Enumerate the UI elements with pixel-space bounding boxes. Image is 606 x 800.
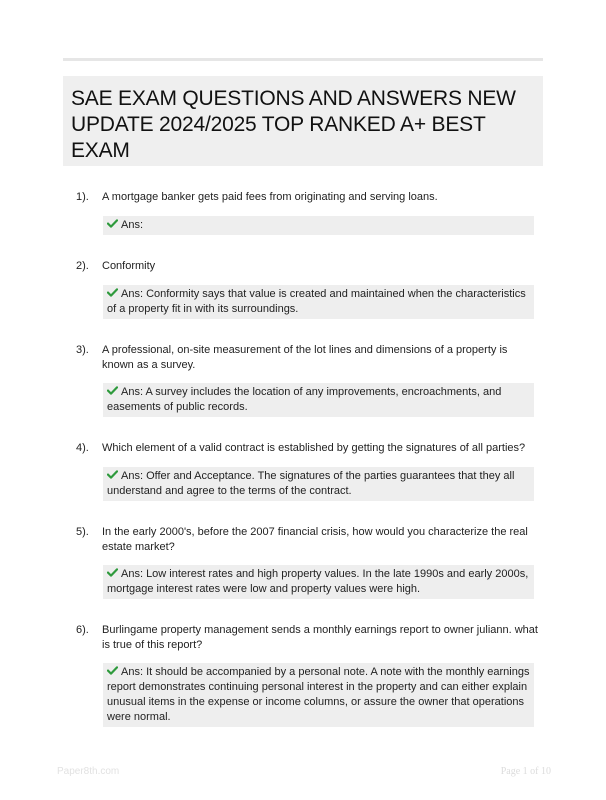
question-number: 4). — [76, 442, 89, 454]
question-text: A professional, on-site measurement of the lot lines and dimensions of a property is known as a survey. — [102, 344, 508, 371]
page-title: SAE EXAM QUESTIONS AND ANSWERS NEW UPDATE 2024/2025 TOP RANKED A+ BEST EXAM — [71, 87, 516, 162]
check-icon — [107, 666, 118, 675]
question-number: 2). — [76, 260, 89, 272]
question-text: A mortgage banker gets paid fees from originating and serving loans. — [102, 191, 438, 203]
question-number: 5). — [76, 526, 89, 538]
question-number: 3). — [76, 344, 89, 356]
check-icon — [107, 219, 118, 228]
answer-text: Ans: Low interest rates and high property values. In the late 1990s and early 2000s, mortgage interest rates were low and property values were high. — [107, 568, 529, 595]
check-icon — [107, 470, 118, 479]
answer-text: Ans: It should be accompanied by a personal note. A note with the monthly earnings report demonstrates continuing personal interest in the property and can either explain unusual items in the expense or income columns, or assure the owner that operations were normal. — [107, 666, 530, 723]
question-number: 1). — [76, 191, 89, 203]
page-number: Page 1 of 10 — [500, 766, 551, 777]
answer-text: Ans: A survey includes the location of any improvements, encroachments, and easements of public records. — [107, 386, 502, 413]
check-icon — [107, 288, 118, 297]
title-banner — [63, 76, 543, 166]
answer-text: Ans: Conformity says that value is created and maintained when the characteristics of a property fit in with its surroundings. — [107, 288, 526, 315]
check-icon — [107, 568, 118, 577]
answer-box — [103, 565, 534, 599]
question-number: 6). — [76, 624, 89, 636]
answer-box — [103, 663, 534, 727]
answer-box — [103, 216, 534, 235]
answer-text: Ans: Offer and Acceptance. The signatures of the parties guarantees that they all understand and agree to the terms of the contract. — [107, 470, 515, 497]
question-text: Burlingame property management sends a monthly earnings report to owner juliann. what is true of this report? — [102, 624, 538, 651]
footer-watermark: Paper8th.com — [57, 766, 120, 777]
answer-box — [103, 383, 534, 417]
answer-box — [103, 467, 534, 501]
question-text: Which element of a valid contract is established by getting the signatures of all parties? — [102, 442, 526, 454]
answer-box — [103, 285, 534, 319]
top-divider — [63, 58, 543, 61]
question-text: In the early 2000's, before the 2007 financial crisis, how would you characterize the real estate market? — [102, 526, 528, 553]
question-text: Conformity — [102, 260, 156, 272]
answer-text: Ans: — [121, 219, 144, 231]
check-icon — [107, 386, 118, 395]
